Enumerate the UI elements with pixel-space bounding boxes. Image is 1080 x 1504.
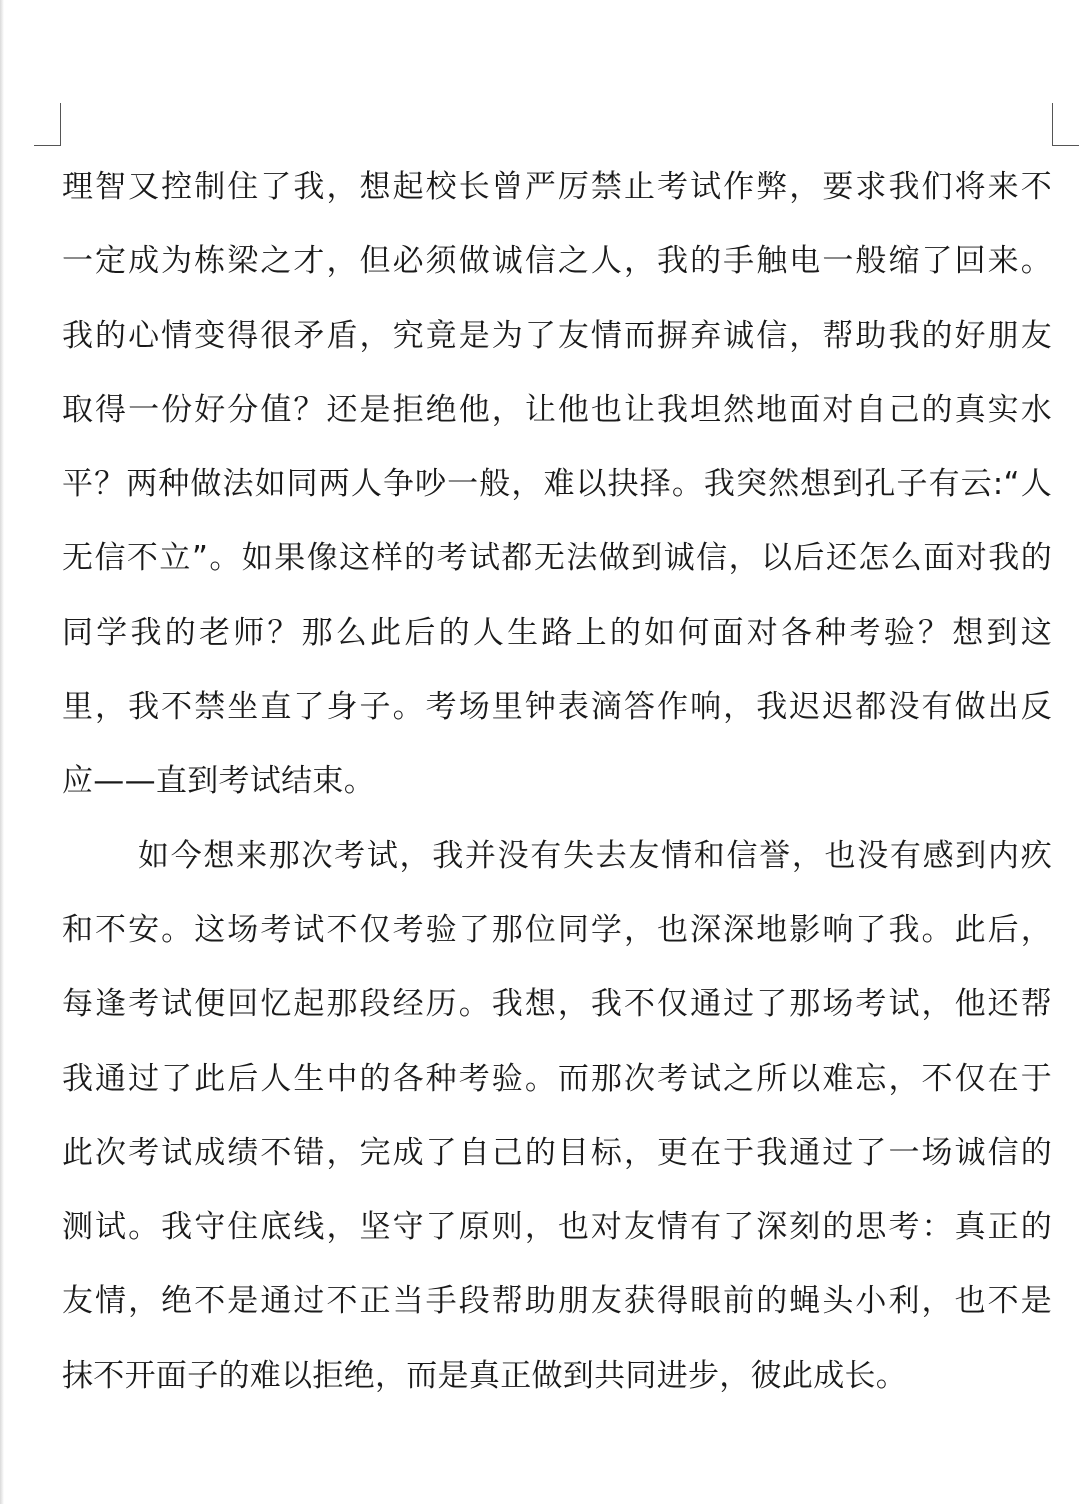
text-line: 取得一份好分值？还是拒绝他，让他也让我坦然地面对自己的真实水 (62, 391, 1052, 428)
text-line: 测试。我守住底线，坚守了原则，也对友情有了深刻的思考：真正的 (62, 1209, 1052, 1246)
text-line: 如今想来那次考试，我并没有失去友情和信誉，也没有感到内疚 (138, 837, 1052, 874)
text-line: 我通过了此后人生中的各种考验。而那次考试之所以难忘，不仅在于 (62, 1060, 1052, 1097)
text-line: 同学我的老师？那么此后的人生路上的如何面对各种考验？想到这 (62, 614, 1052, 651)
text-line: 一定成为栋梁之才，但必须做诚信之人，我的手触电一般缩了回来。 (62, 243, 1052, 280)
text-line: 无信不立”。如果像这样的考试都无法做到诚信，以后还怎么面对我的 (62, 540, 1052, 577)
text-line: 此次考试成绩不错，完成了自己的目标，更在于我通过了一场诚信的 (62, 1134, 1052, 1171)
document-body-text (62, 150, 1052, 1413)
text-line: 理智又控制住了我，想起校长曾严厉禁止考试作弊，要求我们将来不 (62, 169, 1052, 205)
margin-corner-mark-left (34, 103, 61, 146)
text-line: 里，我不禁坐直了身子。考场里钟表滴答作响，我迟迟都没有做出反 (62, 689, 1052, 726)
text-line: 平？两种做法如同两人争吵一般，难以抉择。我突然想到孔子有云:“人 (62, 466, 1052, 503)
margin-corner-mark-right (1052, 103, 1079, 146)
text-line: 我的心情变得很矛盾，究竟是为了友情而摒弃诚信，帮助我的好朋友 (62, 317, 1052, 354)
text-line: 和不安。这场考试不仅考验了那位同学，也深深地影响了我。此后， (62, 911, 1052, 948)
page-edge-shadow (0, 0, 4, 1504)
text-line: 应——直到考试结束。 (62, 763, 375, 800)
text-line: 每逢考试便回忆起那段经历。我想，我不仅通过了那场考试，他还帮 (62, 986, 1052, 1023)
text-line: 抹不开面子的难以拒绝，而是真正做到共同进步，彼此成长。 (62, 1357, 908, 1394)
text-line: 友情，绝不是通过不正当手段帮助朋友获得眼前的蝇头小利，也不是 (62, 1283, 1052, 1320)
